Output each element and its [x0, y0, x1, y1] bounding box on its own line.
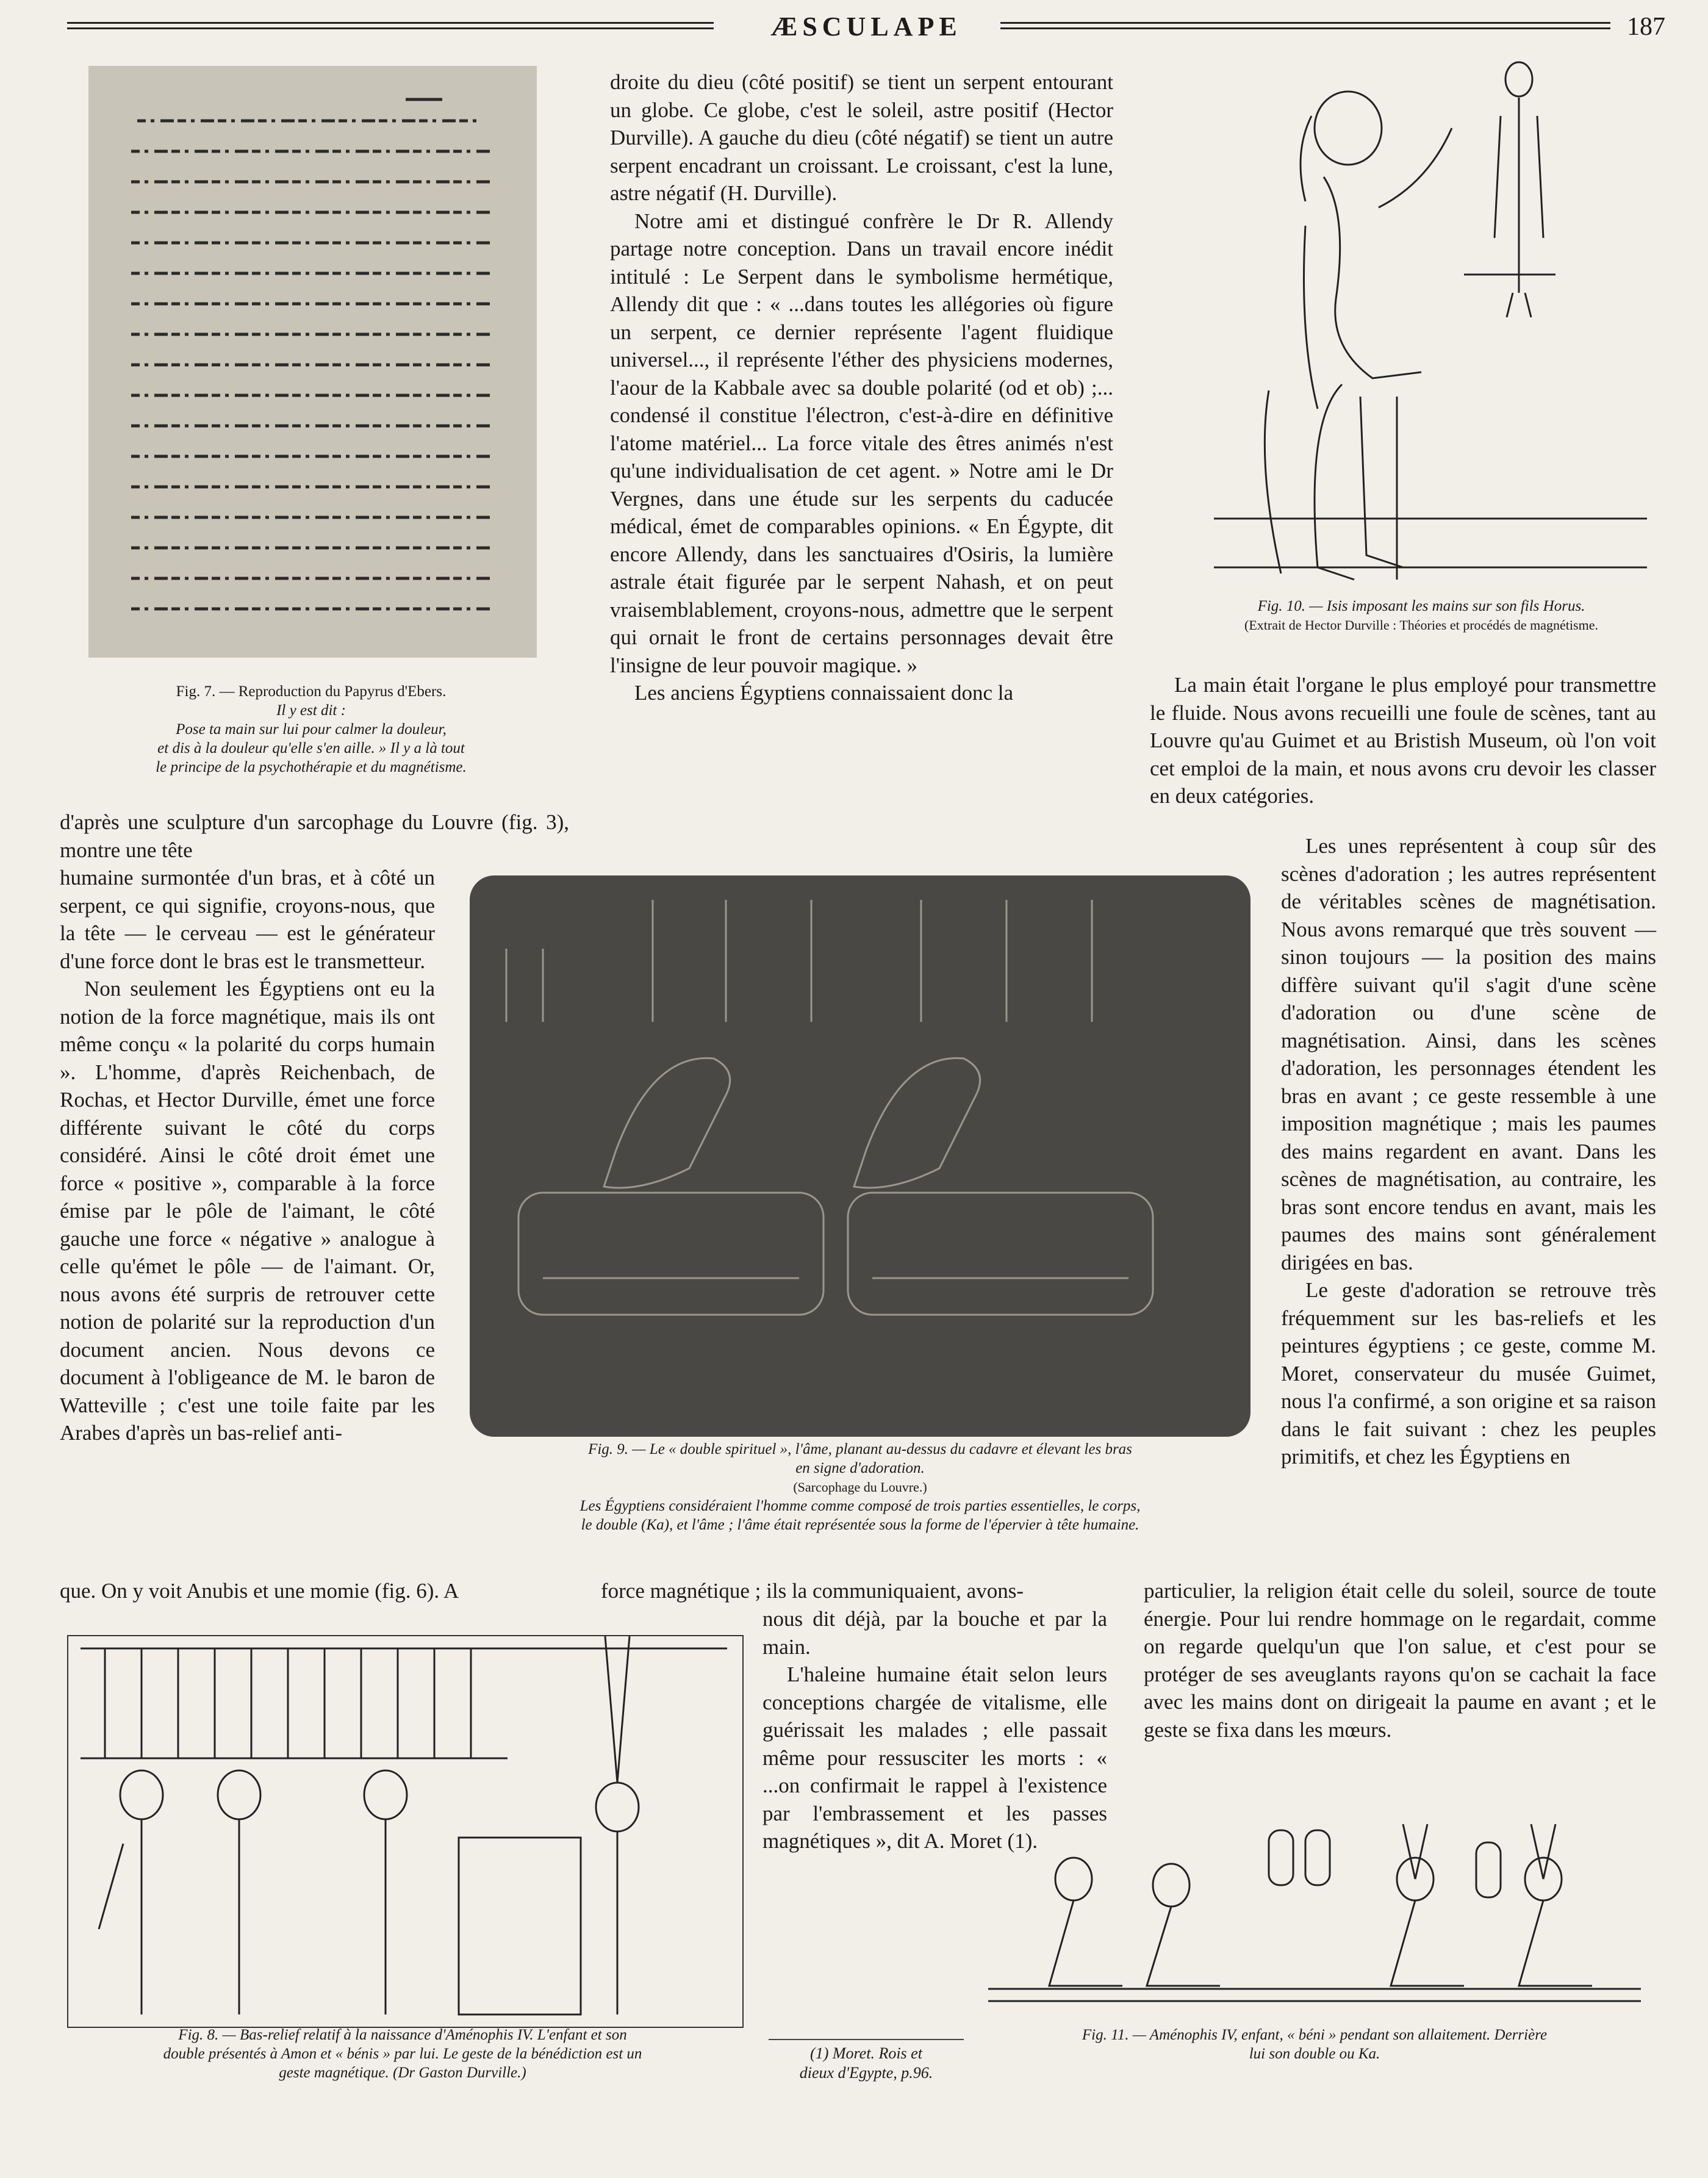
left-column-b: humaine surmontée d'un bras, et à côté un serpent, ce qui signifie, croyons-nous, que la tête — le cerveau — est le générateur d'une force dont le bras est le transmetteur. Non seulement les Égyptiens ont eu la notion de la force magnétique, mais ils ont même conçu « la polarité du corps humain ». L'homme, d'après Reichenbach, de Rochas, et Hector Durville, émet une force différente suivant le côté du corps considéré. Ainsi le côté droit émet une force « positive », comparable à la force émise par le pôle de l'aimant, le côté gauche une force « négative » analogue à celle qu'émet le pôle — de l'aimant. Or, nous avons été surpris de retrouver cette notion de polarité sur la reproduction d'un document ancien. Nous devons ce document à l'obligeance de M. le baron de Watteville ; c'est une toile faite par les Arabes d'après un bas-relief anti- [60, 866, 435, 1445]
right-column-b: Les unes représentent à coup sûr des scènes d'adoration ; les autres représentent de véritables scènes de magnétisation. Nous avons remarqué que très souvent — sinon toujours — la position des mains diffère suivant qu'il s'agit d'une scène d'adoration ou d'une scène de magnétisation. Ainsi, dans les scènes d'adoration, les personnages étendent les bras en avant ; ce geste ressemble à une imposition magnétique ; mais les paumes des mains regardent en avant. Dans les scènes de magnétisation, au contraire, les bras sont encore tendus en avant, mais les paumes des mains sont généralement dirigées en bas. Le geste d'adoration se retrouve très fréquemment sur les bas-reliefs et les peintures égyptiens ; ce geste, comme M. Moret, conservateur du musée Guimet, nous l'a confirmé, a son origine et sa raison dans le fait suivant : chez les peuples primitifs, et chez les Égyptiens en [1281, 834, 1656, 1468]
header-rule-right [1000, 22, 1610, 29]
fig8-caption: Fig. 8. — Bas-relief relatif à la naissance d'Aménophis IV. L'enfant et son double présentés à Amon et « bénis » par lui. Le geste de la bénédiction est un geste magnétique. (Dr Gaston Durville.) [163, 2027, 642, 2081]
isis-horus-line-art [1196, 55, 1659, 592]
fig9-sarcophagus-photo [470, 875, 1250, 1437]
header-rule-left [67, 22, 714, 29]
middle-column-low-b: nous dit déjà, par la bouche et par la main. L'haleine humaine était selon leurs conceptions chargée de vitalisme, elle guérissait les malades ; elle passait même pour ressusciter les morts : « ...on confirmait le rappel à l'existence par l'embrassement et les passes magnétiques », dit A. Moret (1). [762, 1607, 1107, 1853]
fig11-caption: Fig. 11. — Aménophis IV, enfant, « béni » pendant son allaitement. Derrière lui son double ou Ka. [1082, 2027, 1548, 2062]
footnote: (1) Moret. Rois et dieux d'Egypte, p.96. [799, 2044, 933, 2082]
left-column-a: d'après une sculpture d'un sarcophage du Louvre (fig. 3), montre une tête [60, 810, 569, 862]
fig11-nursing-relief-drawing [976, 1788, 1653, 2013]
middle-column-top: droite du dieu (côté positif) se tient un serpent entourant un globe. Ce globe, c'est le soleil, astre positif (Hector Durville). A gauche du dieu (côté négatif) se tient un autre serpent encadrant un croissant. Le croissant, c'est la lune, astre négatif (H. Durville). Notre ami et distingué confrère le Dr R. Allendy partage notre conception. Dans un travail encore inédit intitulé : Le Serpent dans le symbolisme hermétique, Allendy dit que : « ...dans toutes les allégories où figure un serpent, ce dernier représente l'agent fluidique universel..., il représente l'éther des physiciens modernes, l'aour de la Kabbale avec sa double polarité (od et ob) ;... condensé il constitue l'électron, c'est-à-dire en définitive l'atome matériel... La force vitale des êtres animés n'est qu'une individualisation de cet agent. » Notre ami le Dr Vergnes, dans une étude sur les serpents du caducée médical, émet de comparables opinions. « En Égypte, dit encore Allendy, dans les sanctuaires d'Osiris, la lumière astrale était figurée par le serpent Nahash, et on peut vraisemblablement, croyons-nous, admettre que le serpent qui ornait le front de certains personnages devait être l'insigne de leur pouvoir magique. » Les anciens Égyptiens connaissaient donc la [610, 70, 1113, 705]
fig10-isis-horus-drawing [1196, 55, 1659, 592]
amenophis-nursing-relief [976, 1788, 1653, 2013]
left-column-c: que. On y voit Anubis et une momie (fig. 6). A [60, 1579, 459, 1603]
sarcophagus-relief [470, 875, 1250, 1437]
fig8-bas-relief-drawing [67, 1635, 744, 2028]
footnote-rule [769, 2039, 964, 2040]
fig7-papyrus-image [88, 66, 537, 658]
right-column-c: particulier, la religion était celle du soleil, source de toute énergie. Pour lui rendre hommage on le regardait, comme on regarde quelqu'un que l'on salue, et c'est pour se protéger de ses aveuglants rayons qu'on se cachait la face avec les mains dont on dirigeait la paume en avant ; et le geste se fixa dans les mœurs. [1144, 1579, 1656, 1742]
fig10-caption: Fig. 10. — Isis imposant les mains sur son fils Horus. (Extrait de Hector Durville : Théories et procédés de magnétisme. [1244, 598, 1598, 633]
middle-column-low-a: force magnétique ; ils la communiquaient, avons- [601, 1579, 1024, 1603]
amenophis-birth-relief [68, 1636, 742, 2027]
journal-title: ÆSCULAPE [770, 12, 962, 41]
fig7-caption: Fig. 7. — Reproduction du Papyrus d'Ebers. Il y est dit : Pose ta main sur lui pour calmer la douleur, et dis à la douleur qu'elle s'en aille. » Il y a là tout le principe de la psychothérapie et du magnétisme. [156, 683, 467, 775]
papyrus-hieratic-lines [88, 66, 537, 658]
fig9-caption: Fig. 9. — Le « double spirituel », l'âme, planant au-dessus du cadavre et élevant les bras en signe d'adoration. (Sarcophage du Louvre.) Les Égyptiens considéraient l'homme comme composé de trois parties essentielles, le corps, le double (Ka), et l'âme ; l'âme était représentée sous la forme de l'épervier à tête humaine. [580, 1441, 1141, 1533]
page-number: 187 [1627, 13, 1665, 41]
right-column-a: La main était l'organe le plus employé pour transmettre le fluide. Nous avons recueilli une foule de scènes, tant au Louvre qu'au Guimet et au Bristish Museum, où l'on voit cet emploi de la main, et nous avons cru devoir les classer en deux catégories. [1150, 673, 1656, 808]
